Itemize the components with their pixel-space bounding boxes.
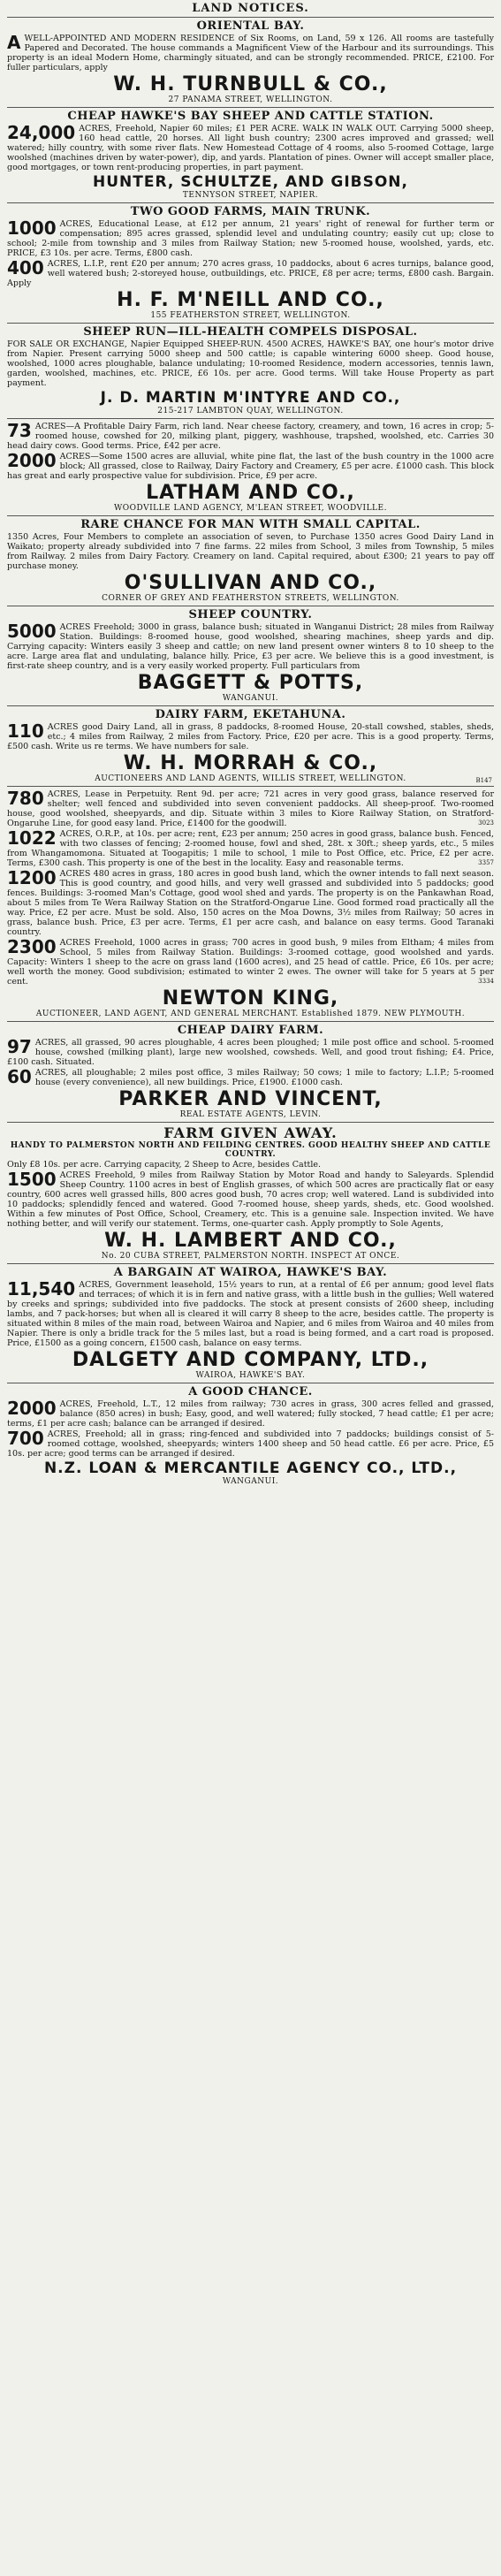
listing-reference: 3023 (478, 819, 494, 827)
listing-text: ACRES, Educational Lease, at £12 per annum, 21 years' right of renewal for further term or compensation; 895 acres grassed, splendid level and undulating country; easily cut up; close to school; 2-mile from township and 3 miles from Railway Station; new 5-roomed house, woolshed, yards, etc. PRICE, £3 10s. per acre. Terms, £800 cash. (7, 219, 494, 258)
listing-lead: 11,540 (7, 1278, 76, 1299)
ad-heading: CHEAP HAWKE'S BAY SHEEP AND CATTLE STATION. (67, 110, 434, 123)
listing-text: ACRES 480 acres in grass, 180 acres in good bush land, which the owner intends to fall next season. This is good country, and good hills, and very well grassed and subdivided into 5 paddocks; good fences. Buildings: 3-roomed Man's Cottage, good wool shed and yards. The property is on the Pankawhan Road, about 5 miles from Te Wera Railway Station on the Stratford-Ongarue Line. Good formed road practically all the way. Price, £2 per acre. Must be sold. Also, 150 acres on the Moa Downs, 3½ miles from Railway; 50 acres in grass, balance bush. Price, £3 per acre. Terms, £1 per acre cash, and balance on easy terms. Good Taranaki country. (7, 869, 494, 937)
advertisement-oriental-bay (7, 17, 494, 107)
listing-text: ACRES, O.R.P., at 10s. per acre; rent, £23 per annum; 250 acres in good grass, balance bush. Fenced, with two classes of fencing; 2-roomed house, fowl and shed, 28t. x 30ft.; sheep yards, etc., 5 miles from Whangamomona. Situated at Toogapitis; 1 mile to school, 1 mile to Post Office, etc. Price, £2 per acre. Terms, £300 cash. This property is one of the best in the locality. Easy and reasonable terms. (7, 829, 494, 868)
listing-lead: 700 (7, 1428, 44, 1449)
listing-lead: 1200 (7, 867, 57, 888)
listing-lead: 5000 (7, 621, 57, 642)
listing-paragraph (7, 259, 494, 288)
firm-name: W. H. LAMBERT AND CO., (104, 1230, 397, 1252)
firm-name: BAGGETT & POTTS, (137, 672, 364, 694)
advertisement-ekatahuna (7, 705, 494, 786)
listing-lead: 2000 (7, 1398, 57, 1419)
ad-heading: SHEEP RUN—ILL-HEALTH COMPELS DISPOSAL. (83, 325, 418, 339)
listing-lead: 400 (7, 257, 44, 278)
ad-heading: DAIRY FARM, EKETAHUNA. (155, 708, 346, 721)
listing-lead: 1500 (7, 1169, 57, 1190)
advertisement-sheep-run (7, 323, 494, 418)
listing-paragraph (7, 869, 494, 937)
ad-heading: SHEEP COUNTRY. (188, 608, 313, 621)
listing-lead: 1022 (7, 827, 57, 849)
listing-text: 1350 Acres, Four Members to complete an association of seven, to Purchase 1350 acres Good Dairy Land in Waikato; property already subdivided into 7 fine farms. 22 miles from School, 3 miles from Township, 5 miles from Railway. 2 miles from Dairy Factory. Creamery on land. Capital required, about £300; 21 years to pay off purchase money. (7, 532, 494, 571)
listing-paragraph (7, 1280, 494, 1348)
listing-paragraph (7, 1399, 494, 1429)
firm-name: H. F. M'NEILL AND CO., (117, 289, 384, 311)
firm-name: HUNTER, SCHULTZE, AND GIBSON, (93, 173, 408, 191)
listing-text: ACRES Freehold; 3000 in grass, balance bush; situated in Wanganui District; 28 miles from Railway Station. Buildings: 8-roomed house, good woolshed, shearing machines, sheep yards and dip. Carrying capacity: Winters easily 3 sheep and cattle; on new land present owner winters 8 to 10 sheep to the acre. Large area flat and undulating, balance hilly. Price, £3 per acre. We believe this is a good investment, is first-rate sheep country, and is a very easily worked property. Full particulars from (7, 622, 494, 671)
firm-name: N.Z. LOAN & MERCANTILE AGENCY CO., LTD., (43, 1459, 458, 1477)
listing-lead: 60 (7, 1066, 32, 1087)
listing-text: ACRES Freehold, 1000 acres in grass; 700 acres in good bush, 9 miles from Eltham; 4 miles from School, 5 miles from Railway Station. Buildings: 3-roomed cottage, good woolshed and yards. Capacity: Winters 1 sheep to the acre on grass land (1600 acres), and 25 head of cattle. Price, £6 10s. per acre; well worth the money. Good subdivision; estimated to winter 2 ewes. The owner will take for 5 years at 5 per cent. (7, 938, 494, 987)
listing-text: ACRES—A Profitable Dairy Farm, rich land. Near cheese factory, creamery, and town, 16 acres in crop; 5-roomed house, cowshed for 20, milking plant, piggery, washhouse, trapshed, woolshed, etc. Carries 30 head dairy cows. Good terms. Price, £42 per acre. (7, 422, 494, 451)
listing-reference: 3357 (478, 859, 494, 866)
listing-text: ACRES, Government leasehold, 15½ years to run, at a rental of £6 per annum; good level flats and terraces; of which it is in fern and native grass, with a little bush in the gullies; Well watered by creeks and springs; subdivided into five paddocks. The stock at present consists of 2600 sheep, including lambs, and 7 pack-horses; but when all is cleared it will carry 8 sheep to the acre, besides cattle. The property is situated within 8 miles of the main road, between Wairoa and Napier, and 6 miles from Wairoa and 40 miles from Napier. There is only a bridle track for the 5 miles last, but a road is being formed, and a cart road is proposed. Price, £1500 as a going concern, £1500 cash, balance on easy terms. (7, 1280, 494, 1348)
listing-text: WELL-APPOINTED AND MODERN RESIDENCE of Six Rooms, on Land, 59 x 126. All rooms are tastefully Papered and Decorated. The house commands a Magnificent View of the Harbour and its surroundings. This property is an ideal Modern Home, charmingly situated, and can be strongly recommended. PRICE, £2100. For fuller particulars, apply (7, 34, 494, 72)
firm-address: CORNER OF GREY AND FEATHERSTON STREETS, WELLINGTON. (102, 594, 399, 603)
listing-lead: 1000 (7, 217, 57, 239)
firm-name: LATHAM AND CO., (146, 482, 355, 504)
advertisement-small-capital (7, 515, 494, 606)
firm-address: AUCTIONEER, LAND AGENT, AND GENERAL MERCHANT. Established 1879. NEW PLYMOUTH. (35, 1010, 466, 1018)
advertisement-wairoa (7, 1263, 494, 1383)
listing-text: ACRES, Freehold, Napier 60 miles; £1 PER ACRE. WALK IN WALK OUT. Carrying 5000 sheep, 160 head cattle, 20 horses. All light bush country; 2300 acres improved and grassed; well watered; hilly country, with some river flats. New Homestead Cottage of 4 rooms, also 5-roomed Cottage, large woolshed (machines driven by water-power), dip, and yards. Plantation of pines. Owner will accept smaller place, good mortgages, or town rent-producing properties, in part payment. (7, 124, 494, 172)
ad-heading: FARM GIVEN AWAY. (163, 1124, 338, 1141)
listing-text: ACRES, Lease in Perpetuity. Rent 9d. per acre; 721 acres in very good grass, balance reserved for shelter; well fenced and subdivided into seven convenient paddocks. All sheep-proof. Two-roomed house, good woolshed, sheepyards, and dip. Situate within 3 miles to Kiore Railway Station, on Stratford-Ongaruhe Line, for good easy land. Price, £1400 for the goodwill. (7, 789, 494, 828)
listing-text: ACRES, all grassed, 90 acres ploughable, 4 acres been ploughed; 1 mile post office and school. 5-roomed house, cowshed (milking plant), large new woolshed, cowsheds. Well, and good trout fishing; £4. Price, £100 cash. Situated. (7, 1038, 494, 1067)
firm-address: WANGANUI. (222, 1477, 279, 1486)
firm-address: WOODVILLE LAND AGENCY, M'LEAN STREET, WOODVILLE. (114, 504, 387, 513)
firm-address: TENNYSON STREET, NAPIER. (182, 191, 319, 200)
listing-paragraph (7, 422, 494, 451)
listing-lead: 97 (7, 1036, 32, 1057)
ad-heading: TWO GOOD FARMS, MAIN TRUNK. (130, 205, 371, 218)
advertisement-cheap-dairy-farm (7, 1021, 494, 1122)
listing-paragraph (7, 124, 494, 172)
listing-text: ACRES Freehold, 9 miles from Railway Station by Motor Road and handy to Saleyards. Splendid Sheep Country. 1100 acres in best of English grasses, of which 500 acres are practically flat or easy country, 600 acres well grassed hills, 800 acres good bush, 70 acres crop; well watered. Land is subdivided into 10 paddocks; splendidly fenced and watered. Good 7-roomed house, sheep yards, sheds, etc. Good woolshed. Within a few minutes of Post Office, School, Creamery, etc. This is a genuine sale. Inspection invited. We have nothing better, and will verify our statement. Terms, one-quarter cash. Apply promptly to Sole Agents, (7, 1170, 494, 1229)
listing-text: ACRES, Freehold; all in grass; ring-fenced and subdivided into 7 paddocks; buildings consist of 5-roomed cottage, woolshed, sheepyards; winters 1400 sheep and 50 head cattle. £6 per acre. Price, £5 10s. per acre; good terms can be arranged if desired. (7, 1429, 494, 1459)
listing-lead: 73 (7, 420, 32, 441)
listing-lead: 2000 (7, 450, 57, 471)
listing-text: ACRES good Dairy Land, all in grass, 8 paddocks, 8-roomed House, 20-stall cowshed, stables, sheds, etc.; 4 miles from Railway, 2 miles from Factory. Price, £20 per acre. This is a good property. Terms, £500 cash. Write us re terms. We have numbers for sale. (7, 722, 494, 751)
firm-name: W. H. TURNBULL & CO., (113, 73, 388, 95)
listing-reference: 3334 (478, 978, 494, 985)
listing-paragraph (7, 532, 494, 571)
advertisement-sheep-country (7, 606, 494, 705)
ad-heading: A BARGAIN AT WAIROA, HAWKE'S BAY. (113, 1266, 388, 1279)
listing-text: ACRES, L.I.P., rent £20 per annum; 270 acres grass, 10 paddocks, about 6 acres turnips, balance good, well watered bush; 2-storeyed house, outbuildings, etc. PRICE, £8 per acre; terms, £800 cash. Bargain. Apply (7, 259, 494, 288)
listing-paragraph (7, 622, 494, 671)
firm-address: No. 20 CUBA STREET, PALMERSTON NORTH. INSPECT AT ONCE. (101, 1252, 400, 1261)
firm-address: WANGANUI. (222, 694, 279, 703)
firm-name: PARKER AND VINCENT, (118, 1088, 383, 1110)
listing-paragraph (7, 789, 494, 828)
firm-name: W. H. MORRAH & CO., (123, 752, 378, 774)
listing-paragraph (7, 938, 494, 987)
firm-name: J. D. MARTIN M'INTYRE AND CO., (100, 389, 401, 407)
ad-heading: ORIENTAL BAY. (196, 19, 305, 33)
ad-heading: RARE CHANCE FOR MAN WITH SMALL CAPITAL. (80, 518, 421, 531)
listing-paragraph (7, 829, 494, 868)
section-title: LAND NOTICES. (192, 2, 309, 15)
listing-text: Only £8 10s. per acre. Carrying capacity, 2 Sheep to Acre, besides Cattle. (7, 1160, 322, 1170)
firm-address: WAIROA, HAWKE'S BAY. (195, 1371, 306, 1380)
advertisement-newton-king (7, 786, 494, 1021)
advertisement-hawkes-bay-station (7, 107, 494, 202)
listing-lead: 24,000 (7, 122, 76, 143)
listing-paragraph (7, 219, 494, 258)
listing-paragraph (7, 452, 494, 481)
ad-heading: A GOOD CHANCE. (188, 1385, 313, 1399)
listing-paragraph (7, 339, 494, 388)
firm-address: 155 FEATHERSTON STREET, WELLINGTON. (150, 311, 351, 320)
ad-subheading: HANDY TO PALMERSTON NORTH AND FEILDING CENTRES. GOOD HEALTHY SHEEP AND CATTLE COUNTRY. (10, 1141, 491, 1159)
listing-paragraph (7, 1160, 494, 1170)
listing-paragraph (7, 34, 494, 72)
listing-lead: 780 (7, 788, 44, 809)
listing-text: ACRES, all ploughable; 2 miles post office, 3 miles Railway; 50 cows; 1 mile to factory; L.I.P.; 5-roomed house (every convenience), all new buildings. Price, £1900. £1000 cash. (34, 1068, 494, 1087)
firm-address: AUCTIONEERS AND LAND AGENTS, WILLIS STREET, WELLINGTON. (95, 774, 406, 783)
listing-text: ACRES—Some 1500 acres are alluvial, white pine flat, the last of the bush country in the 1000 acre block; All grassed, close to Railway, Dairy Factory and Creamery, £5 per acre. £1000 cash. This block has great and early prospective value for subdivision. Price, £9 per acre. (7, 452, 494, 481)
firm-address: REAL ESTATE AGENTS, LEVIN. (179, 1110, 322, 1119)
listing-lead: 110 (7, 720, 44, 742)
listing-paragraph (7, 1170, 494, 1229)
firm-name: O'SULLIVAN AND CO., (124, 572, 377, 594)
ad-reference: B147 (475, 777, 492, 784)
listing-paragraph (7, 722, 494, 751)
firm-address: 27 PANAMA STREET, WELLINGTON. (168, 95, 333, 104)
advertisement-two-farms-main-trunk (7, 202, 494, 323)
firm-name: NEWTON KING, (162, 987, 339, 1010)
listing-lead: 2300 (7, 936, 57, 957)
listing-paragraph (7, 1429, 494, 1459)
advertisement-farm-given-away (7, 1122, 494, 1263)
advertisement-woodville-dairy (7, 418, 494, 515)
listing-lead: A (7, 32, 21, 53)
listing-paragraph (7, 1068, 494, 1087)
listing-paragraph (7, 1038, 494, 1067)
advertisement-good-chance (7, 1383, 494, 1489)
firm-address: 215-217 LAMBTON QUAY, WELLINGTON. (157, 407, 344, 415)
listing-text: FOR SALE OR EXCHANGE, Napier Equipped SHEEP-RUN. 4500 ACRES, HAWKE'S BAY, one hour's motor drive from Napier. Present carrying 5000 sheep and 500 cattle; is capable wintering 6000 sheep. Good house, woolshed, 1000 acres ploughable, balance undulating; 10-roomed Residence, modern accessories, tennis lawn, garden, woolshed, machines, etc. PRICE, £6 10s. per acre. Good terms. Will take House Property as part payment. (7, 339, 494, 388)
listing-text: ACRES, Freehold, L.T., 12 miles from railway; 730 acres in grass, 300 acres felled and grassed, balance (850 acres) in bush; Easy, good, and well watered; fully stocked, 7 head cattle; £1 per acre; terms, £1 per acre cash; balance can be arranged if desired. (7, 1399, 494, 1429)
ad-heading: CHEAP DAIRY FARM. (177, 1024, 324, 1037)
firm-name: DALGETY AND COMPANY, LTD., (72, 1349, 429, 1371)
